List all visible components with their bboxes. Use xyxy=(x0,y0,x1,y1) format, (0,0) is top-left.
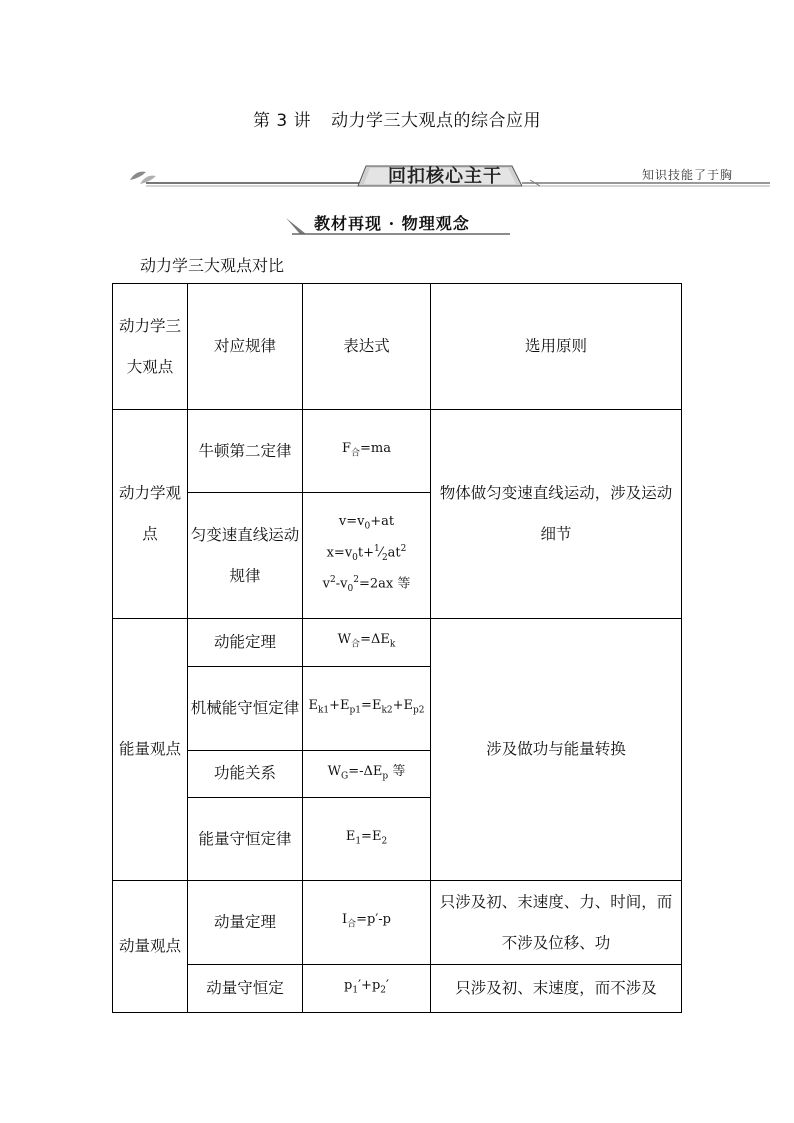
law-mechanical-energy: 机械能守恒定律 xyxy=(188,666,303,750)
energy-view: 能量观点 xyxy=(113,619,188,881)
sub-banner xyxy=(284,210,514,236)
expr-newton: $F_合=ma$ xyxy=(303,410,431,493)
lesson-name: 动力学三大观点的综合应用 xyxy=(331,111,542,131)
expr-work-energy: $W_合=\Delta E_k$ xyxy=(303,619,431,667)
momentum-principle-1: 只涉及初、末速度、力、时间，而不涉及位移、功 xyxy=(431,881,682,965)
energy-principle: 涉及做功与能量转换 xyxy=(431,619,682,881)
table-row xyxy=(113,881,682,965)
expr-energy-conservation: $E_1=E_2$ xyxy=(303,798,431,881)
table-row xyxy=(113,619,682,667)
table-row xyxy=(113,410,682,493)
header-law: 对应规律 xyxy=(188,284,303,410)
expr-momentum-conservation: $p_1'+p_2'$ xyxy=(303,965,431,1013)
header-view: 动力学三大观点 xyxy=(113,284,188,410)
header-expression: 表达式 xyxy=(303,284,431,410)
dynamics-principle: 物体做匀变速直线运动，涉及运动细节 xyxy=(431,410,682,619)
lesson-number: 第 3 讲 xyxy=(252,111,312,131)
expr-kinematics: $v=v_0+at$ $x=v_0t+^1⁄_2at^2$ $v^2-v_0^2=2ax$ 等 xyxy=(303,493,431,619)
law-momentum-conservation: 动量守恒定 xyxy=(188,965,303,1013)
table-caption: 动力学三大观点对比 xyxy=(140,256,285,275)
banner-title: 回扣核心主干 xyxy=(388,166,502,187)
law-impulse: 动量定理 xyxy=(188,881,303,965)
table-row xyxy=(113,965,682,1013)
comparison-table xyxy=(112,283,682,1013)
law-kinematics: 匀变速直线运动规律 xyxy=(188,493,303,619)
momentum-view: 动量观点 xyxy=(113,881,188,1013)
banner-subtitle: 知识技能了于胸 xyxy=(642,168,734,182)
expr-work-relation: $W_G=-\Delta E_p$ 等 xyxy=(303,750,431,798)
expr-mechanical-energy: $E_{k1}+E_{p1}=E_{k2}+E_{p2}$ xyxy=(303,666,431,750)
momentum-principle-2: 只涉及初、末速度，而不涉及 xyxy=(431,965,682,1013)
dynamics-view: 动力学观点 xyxy=(113,410,188,619)
law-work-relation: 功能关系 xyxy=(188,750,303,798)
lesson-title xyxy=(0,106,794,131)
header-principle: 选用原则 xyxy=(431,284,682,410)
expr-impulse: $I_合=p'-p$ xyxy=(303,881,431,965)
law-work-energy: 动能定理 xyxy=(188,619,303,667)
table-header-row xyxy=(113,284,682,410)
law-newton: 牛顿第二定律 xyxy=(188,410,303,493)
section-banner xyxy=(126,158,770,192)
law-energy-conservation: 能量守恒定律 xyxy=(188,798,303,881)
sub-banner-title: 教材再现 · 物理观念 xyxy=(314,214,470,233)
